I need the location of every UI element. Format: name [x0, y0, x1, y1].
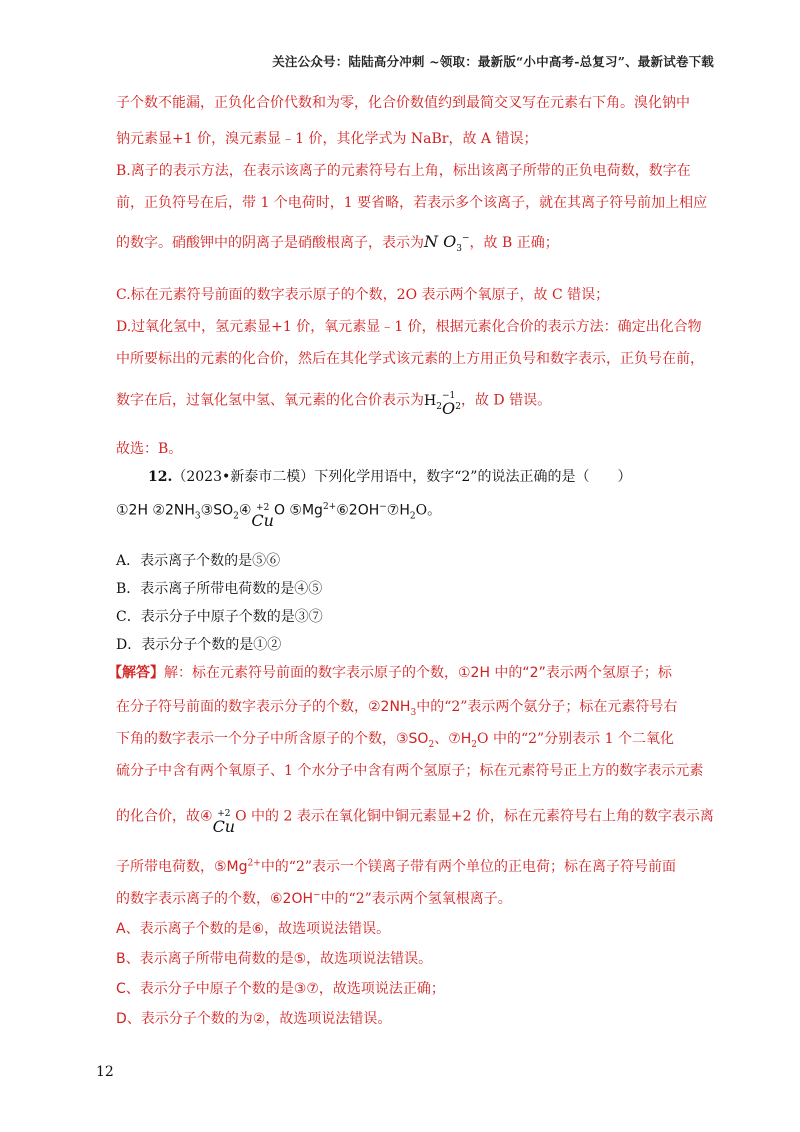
solution-l3-post: O 中的“2”分别表示 1 个二氧化 [477, 731, 674, 747]
solution-option-a: A、表示离子个数的是⑥，故选项说法错误。 [116, 921, 391, 937]
solution-l3-pre: 下角的数字表示一个分子中所含原子的个数，③SO [116, 731, 429, 747]
solution-l6-sup: 2+ [247, 858, 261, 869]
option-c[interactable]: C．表示分子中原子个数的是③⑦ [116, 609, 323, 625]
peroxide-sub1: 2 [436, 401, 442, 412]
page-number: 12 [96, 1064, 114, 1080]
items-cu: Cu [251, 511, 274, 530]
solution-cu-stack [213, 810, 236, 835]
option-a[interactable]: A．表示离子个数的是⑤⑥ [116, 553, 281, 569]
items-part-3: ④ [238, 502, 252, 519]
line9-text-pre: 数字在后，过氧化氢中氢、氧元素的化合价表示为 [116, 392, 424, 409]
solution-l6-post: 中的“2”表示一个镁离子带有两个单位的正电荷；标在离子符号前面 [260, 859, 677, 875]
items-part-1: ①2H ②2NH [116, 502, 195, 519]
solution-line-6 [116, 856, 676, 876]
items-mg-sup: 2+ [322, 501, 337, 512]
question-number: 12. [148, 469, 173, 485]
option-b[interactable]: B．表示离子所带电荷数的是④⑤ [116, 581, 323, 597]
nitrate-sub: 3 [456, 244, 462, 255]
solution-l5-pre: 的化合价，故④ [116, 808, 213, 825]
solution-line-2 [116, 696, 677, 718]
peroxide-H: H [424, 392, 437, 409]
peroxide-sub2: 2 [455, 401, 461, 412]
line5-text-pre: 的数字。硝酸钾中的阴离子是硝酸根离子，表示为 [116, 235, 424, 251]
solution-l5-post: O 中的 2 表示在氧化铜中铜元素显+2 价，标在元素符号右上角的数字表示离 [235, 808, 714, 825]
peroxide-O-stack [442, 392, 455, 417]
line9-text-post: ，故 D 错误。 [460, 392, 552, 409]
items-part-4: O ⑤Mg [273, 502, 323, 519]
solution-l7-sup: − [313, 890, 321, 901]
solution-l2-pre: 在分子符号前面的数字表示分子的个数，②2NH [116, 699, 411, 715]
solution-line-1 [108, 662, 672, 682]
solution-l3-sub: 2 [428, 739, 435, 750]
items-cu-valence: +2 [256, 503, 270, 513]
solution-option-b: B、表示离子所带电荷数的是⑤，故选项说法错误。 [116, 951, 433, 967]
solution-l7-post: 中的“2”表示两个氢氧根离子。 [320, 891, 512, 907]
nitrate-formula [424, 232, 470, 254]
items-part-6: ⑦H [386, 502, 410, 519]
solution-l7-pre: 的数字表示离子的个数，⑥2OH [116, 891, 314, 907]
solution-l1-text: 解：标在元素符号前面的数字表示原子的个数，①2H 中的“2”表示两个氢原子；标 [164, 665, 672, 681]
prev-answer-line-2: 钠元素显+1 价，溴元素显﹣1 价，其化学式为 NaBr，故 A 错误； [116, 131, 538, 147]
line5-text-post: ，故 B 正确； [469, 235, 559, 251]
prev-answer-line-4: 前，正负符号在后，带 1 个电荷时，1 要省略，若表示多个该离子，就在其离子符号前加上相应 [116, 195, 708, 211]
prev-answer-line-8: 中所要标出的元素的化合价，然后在其化学式该元素的上方用正负号和数字表示，正负号在前， [116, 351, 704, 367]
peroxide-O-valence: −1 [441, 391, 456, 401]
question-items [116, 498, 442, 530]
prev-answer-line-1: 子个数不能漏，正负化合价代数和为零，化合价数值约到最简交叉写在元素右下角。溴化钠中 [116, 95, 690, 111]
solution-option-c: C、表示分子中原子个数的是③⑦，故选项说法正确； [116, 981, 445, 997]
question-stem [148, 466, 631, 486]
items-so2-sub: 2 [233, 511, 239, 522]
solution-option-d: D、表示分子个数的为②，故选项说法错误。 [116, 1011, 392, 1027]
prev-answer-line-6: C.标在元素符号前面的数字表示原子的个数，2O 表示两个氧原子，故 C 错误； [116, 287, 610, 303]
solution-l3-sub2: 2 [471, 739, 478, 750]
solution-l2-post: 中的“2”表示两个氨分子；标在元素符号右 [416, 699, 678, 715]
solution-line-3 [116, 728, 674, 750]
solution-l3-mid: 、⑦H [434, 731, 472, 747]
items-nh3-sub: 3 [194, 511, 201, 522]
question-stem-text: （2023•新泰市二模）下列化学用语中，数字“2”的说法正确的是（ ） [172, 469, 632, 485]
solution-l6-pre: 子所带电荷数，⑤Mg [116, 859, 248, 875]
peroxide-formula [424, 391, 461, 418]
solution-cu-valence: +2 [217, 809, 231, 819]
option-d[interactable]: D．表示分子个数的是①② [116, 637, 282, 653]
prev-answer-line-3: B.离子的表示方法，在表示该离子的元素符号右上角，标出该离子所带的正负电荷数，数字在 [116, 163, 691, 179]
items-cu-stack [251, 504, 274, 529]
prev-answer-conclusion: 故选：B。 [116, 441, 183, 457]
nitrate-sup: − [461, 233, 470, 244]
items-end: O。 [415, 502, 442, 519]
nitrate-O: O [443, 232, 457, 251]
solution-line-5 [116, 804, 714, 836]
prev-answer-line-9 [116, 388, 552, 418]
nitrate-N: N [424, 232, 438, 251]
solution-l2-sub: 3 [410, 707, 417, 718]
items-part-2: ③SO [200, 502, 234, 519]
peroxide-O: O [442, 399, 456, 418]
items-h2o-sub: 2 [409, 511, 416, 522]
solution-line-4: 硫分子中含有两个氧原子、1 个水分子中含有两个氢原子；标在元素符号正上方的数字表示元素 [116, 763, 704, 779]
solution-cu: Cu [212, 817, 236, 836]
items-oh-sup: − [379, 501, 387, 512]
items-part-5: ⑥2OH [336, 502, 380, 519]
prev-answer-line-5 [116, 232, 559, 254]
solution-line-7 [116, 888, 512, 908]
page-header: 关注公众号：陆陆高分冲刺 ~领取：最新版“小中高考-总复习”、最新试卷下载 [272, 54, 714, 69]
solution-tag: 【解答】 [108, 665, 164, 681]
prev-answer-line-7: D.过氧化氢中，氢元素显+1 价，氧元素显﹣1 价，根据元素化合价的表示方法：确定出化合物 [116, 319, 702, 335]
